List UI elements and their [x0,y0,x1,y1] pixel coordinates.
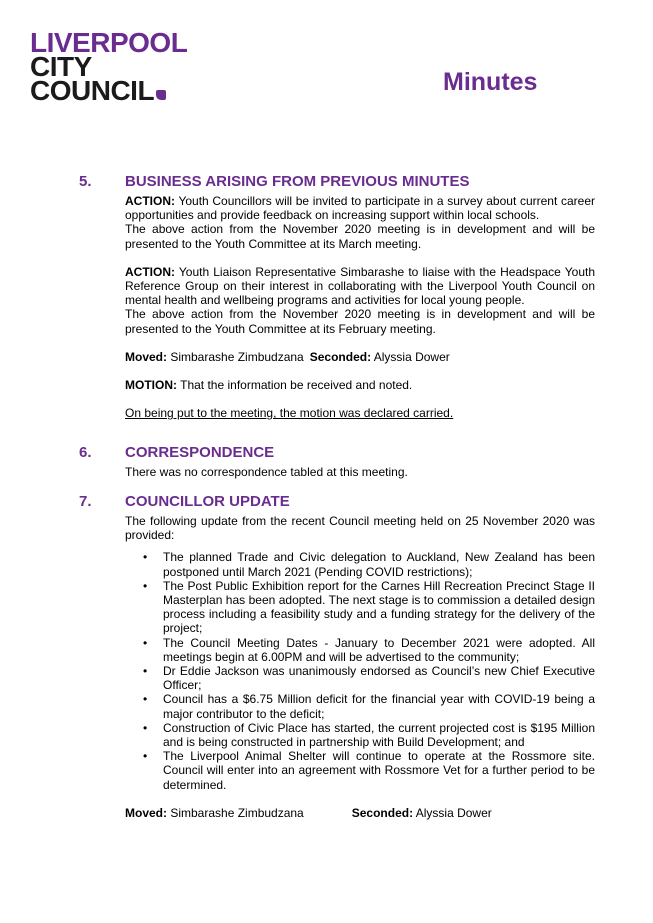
section-title: CORRESPONDENCE [125,444,275,461]
moved-label: Moved: [125,805,167,820]
list-item: • Construction of Civic Place has started, the current projected cost is $195 Million and is being constructed in partnership with Build Development; and [143,720,595,750]
logo-line-liverpool: LIVERPOOL [30,27,188,58]
list-item: • The Council Meeting Dates - January to December 2021 were adopted. All meetings begin at 6.00PM and will be advertised to the community; [143,635,595,664]
section-heading [79,444,595,462]
section-number: 6. [79,444,92,461]
council-logo [30,27,188,106]
section-heading [79,173,595,191]
page-title: Minutes [443,68,538,96]
action-followup: The above action from the November 2020 meeting is in development and will be presented to the Youth Committee at its February meeting. [125,307,595,336]
list-item: • Council has a $6.75 Million deficit for the financial year with COVID-19 being a major contributor to the deficit; [143,692,595,721]
correspondence-text: There was no correspondence tabled at this meeting. [125,465,408,479]
list-item: • The Liverpool Animal Shelter will continue to operate at the Rossmore site. Council will enter into an agreement with Rossmore Vet for a further period to be determined. [143,749,595,792]
bullet-icon: • [143,635,148,650]
bullet-icon: • [143,664,148,679]
action-item [125,265,595,308]
section-body [125,194,595,420]
action-text: Youth Councillors will be invited to participate in a survey about current career opportunities and provide feedback on increasing support within local schools. [125,194,595,223]
action-text: Youth Liaison Representative Simbarashe to liaise with the Headspace Youth Reference Group on their interest in collaborating with the Liverpool Youth Council on mental health and wellbeing programs and activities for local young people. [125,264,595,308]
list-item: • Dr Eddie Jackson was unanimously endorsed as Council’s new Chief Executive Officer; [143,664,595,693]
moved-seconded-row [125,350,595,364]
motion-label: MOTION: [125,378,177,393]
logo-mark-icon [156,90,166,100]
moved-name: Simbarashe Zimbudzana [167,349,304,364]
seconded-name: Alyssia Dower [413,805,492,820]
section-title: COUNCILLOR UPDATE [125,493,290,510]
bullet-icon: • [143,720,148,735]
list-item: • The Post Public Exhibition report for the Carnes Hill Recreation Precinct Stage II Masterplan has been adopted. The next stage is to commission a detailed design process including a feasibility study and a funding strategy for the delivery of the project; [143,578,595,636]
list-item: • The planned Trade and Civic delegation to Auckland, New Zealand has been postponed until March 2021 (Pending COVID restrictions); [143,550,595,579]
bullet-icon: • [143,578,148,593]
motion-carried: On being put to the meeting, the motion was declared carried. [125,406,454,421]
section-number: 7. [79,493,92,510]
section-heading [79,493,595,511]
motion-text: That the information be received and noted. [177,378,413,393]
update-intro: The following update from the recent Council meeting held on 25 November 2020 was provided: [125,514,595,543]
bullet-icon: • [143,692,148,707]
action-followup: The above action from the November 2020 meeting is in development and will be presented to the Youth Committee at its March meeting. [125,222,595,251]
update-list [125,550,595,791]
seconded-label: Seconded: [351,805,414,820]
logo-line-city: CITY [30,51,92,82]
moved-seconded-row [125,806,595,820]
section-correspondence [79,444,595,479]
bullet-icon: • [143,550,148,565]
moved-name: Simbarashe Zimbudzana [167,805,304,820]
section-councillor-update [79,493,595,820]
section-number: 5. [79,173,92,190]
action-label: ACTION: [125,264,175,279]
seconded-label: Seconded: [309,349,372,364]
section-business-arising [79,173,595,420]
bullet-icon: • [143,749,148,764]
action-label: ACTION: [125,194,175,208]
motion-row [125,378,595,392]
section-title: BUSINESS ARISING FROM PREVIOUS MINUTES [125,173,470,190]
action-item [125,194,595,222]
logo-line-council [30,75,187,106]
section-body [125,514,595,820]
logo-line-council-text: COUNCIL [30,75,155,106]
moved-label: Moved: [125,349,167,364]
seconded-name: Alyssia Dower [371,349,450,364]
section-body [125,465,595,479]
